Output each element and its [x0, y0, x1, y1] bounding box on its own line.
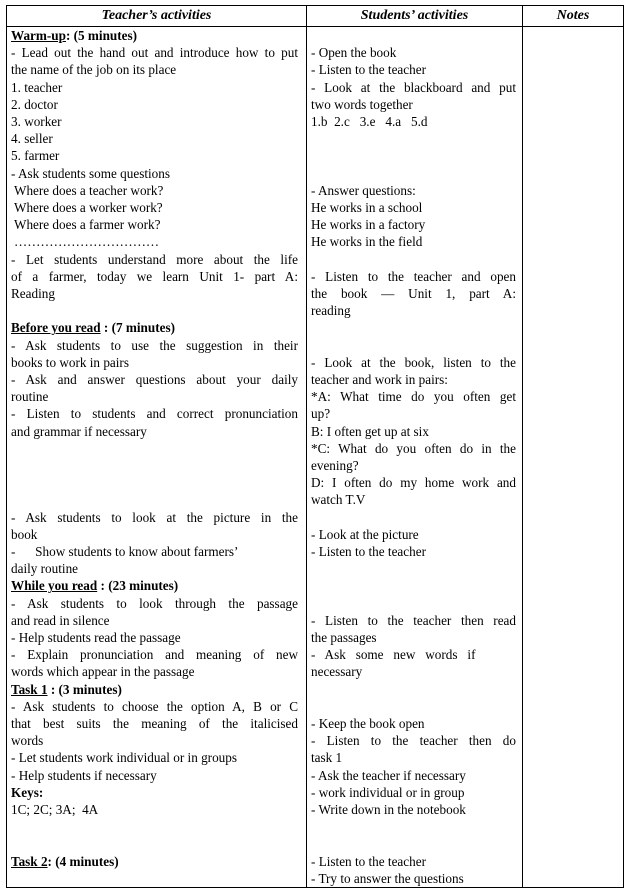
job-item: 2. doctor — [11, 96, 58, 112]
teacher-line: routine — [11, 389, 49, 405]
student-line: watch T.V — [311, 492, 366, 508]
student-line: task 1 — [311, 750, 343, 766]
teacher-line: the name of the job on its place — [11, 62, 177, 78]
student-line: *A: What time do you often get — [311, 389, 516, 405]
teacher-line: - Help students if necessary — [11, 767, 157, 783]
teacher-line: - Ask students to use the suggestion in their — [11, 337, 298, 353]
teacher-line: that best suits the meaning of the italicised — [11, 716, 298, 732]
student-line: evening? — [311, 457, 359, 473]
section-before-you-read: Before you read : (7 minutes) — [11, 320, 175, 336]
teacher-line: - Ask students to choose the option A, B or C — [11, 698, 298, 714]
teacher-line: - Ask and answer questions about your daily — [11, 372, 298, 388]
student-line: - Listen to the teacher then read — [311, 612, 516, 628]
teacher-line: - Ask students to look through the passage — [11, 595, 298, 611]
teacher-line: - Explain pronunciation and meaning of new — [11, 647, 298, 663]
teacher-line: books to work in pairs — [11, 354, 129, 370]
student-line: - Listen to the teacher — [311, 62, 426, 78]
teacher-line: - Let students work individual or in groups — [11, 750, 237, 766]
teacher-line: of a farmer, today we learn Unit 1- part A: — [11, 268, 298, 284]
student-line: - Look at the picture — [311, 526, 419, 542]
teacher-line: and read in silence — [11, 612, 110, 628]
section-warmup: Warm-up: (5 minutes) — [11, 28, 138, 43]
ellipsis-line: …………………………… — [14, 234, 160, 250]
section-while-you-read: While you read : (23 minutes) — [11, 578, 179, 594]
student-line: B: I often get up at six — [311, 423, 429, 439]
keys-answers: 1C; 2C; 3A; 4A — [11, 802, 99, 818]
student-line: - Listen to the teacher and open — [311, 268, 516, 284]
student-line: *C: What do you often do in the — [311, 440, 516, 456]
teacher-line: - Ask students to look at the picture in the — [11, 509, 298, 525]
student-line: - Keep the book open — [311, 715, 425, 731]
student-line: - Look at the blackboard and put — [311, 79, 516, 95]
teacher-line: - Lead out the hand out and introduce how to put — [11, 45, 298, 61]
student-line: - Listen to the teacher — [311, 853, 426, 869]
lesson-plan-table — [6, 5, 624, 888]
student-line: He works in a school — [311, 199, 423, 215]
job-item: 1. teacher — [11, 79, 63, 95]
student-line: two words together — [311, 96, 413, 112]
student-line: - Write down in the notebook — [311, 801, 466, 817]
header-students-activities: Students’ activities — [360, 8, 469, 23]
student-line: necessary — [311, 664, 363, 680]
section-task-2: Task 2: (4 minutes) — [11, 853, 119, 869]
student-line: - Look at the book, listen to the — [311, 354, 516, 370]
question-line: Where does a worker work? — [14, 200, 163, 216]
student-line: D: I often do my home work and — [311, 475, 516, 491]
student-line: the book — Unit 1, part A: — [311, 285, 516, 301]
student-line: teacher and work in pairs: — [311, 371, 448, 387]
student-line: He works in a factory — [311, 217, 426, 233]
column-divider — [522, 6, 523, 887]
student-line: reading — [311, 303, 351, 319]
student-line: up? — [311, 406, 331, 422]
teacher-line: words — [11, 733, 44, 749]
student-line: the passages — [311, 629, 377, 645]
column-divider — [306, 6, 307, 887]
question-line: Where does a teacher work? — [14, 182, 164, 198]
question-line: Where does a farmer work? — [14, 217, 161, 233]
teacher-line: Reading — [11, 286, 55, 302]
job-item: 5. farmer — [11, 148, 60, 164]
job-item: 4. seller — [11, 131, 53, 147]
students-column — [311, 27, 516, 887]
teacher-line: daily routine — [11, 561, 79, 577]
teacher-line: book — [11, 526, 38, 542]
teacher-line: - Show students to know about farmers’ — [11, 544, 239, 560]
teacher-column — [11, 27, 298, 870]
teacher-line: - Ask students some questions — [11, 165, 170, 181]
teacher-line: - Let students understand more about the life — [11, 251, 298, 267]
student-line: He works in the field — [311, 234, 423, 250]
keys-label: Keys: — [11, 784, 44, 800]
student-line: - Open the book — [311, 45, 397, 61]
header-notes: Notes — [556, 8, 590, 23]
student-line: - Listen to the teacher — [311, 543, 426, 559]
student-line: - Try to answer the questions — [311, 870, 464, 886]
student-line: - Ask some new words if — [311, 647, 476, 663]
section-task-1: Task 1 : (3 minutes) — [11, 681, 122, 697]
teacher-line: - Help students read the passage — [11, 630, 181, 646]
teacher-line: words which appear in the passage — [11, 664, 195, 680]
student-answer: 1.b 2.c 3.e 4.a 5.d — [311, 114, 428, 129]
student-line: - Ask the teacher if necessary — [311, 767, 466, 783]
student-line: - Listen to the teacher then do — [311, 733, 516, 749]
student-line: - Answer questions: — [311, 182, 416, 198]
job-item: 3. worker — [11, 114, 62, 130]
student-line: - work individual or in group — [311, 784, 465, 800]
teacher-line: and grammar if necessary — [11, 423, 147, 439]
header-teacher-activities: Teacher’s activities — [101, 8, 212, 23]
teacher-line: - Listen to students and correct pronunciation — [11, 406, 298, 422]
